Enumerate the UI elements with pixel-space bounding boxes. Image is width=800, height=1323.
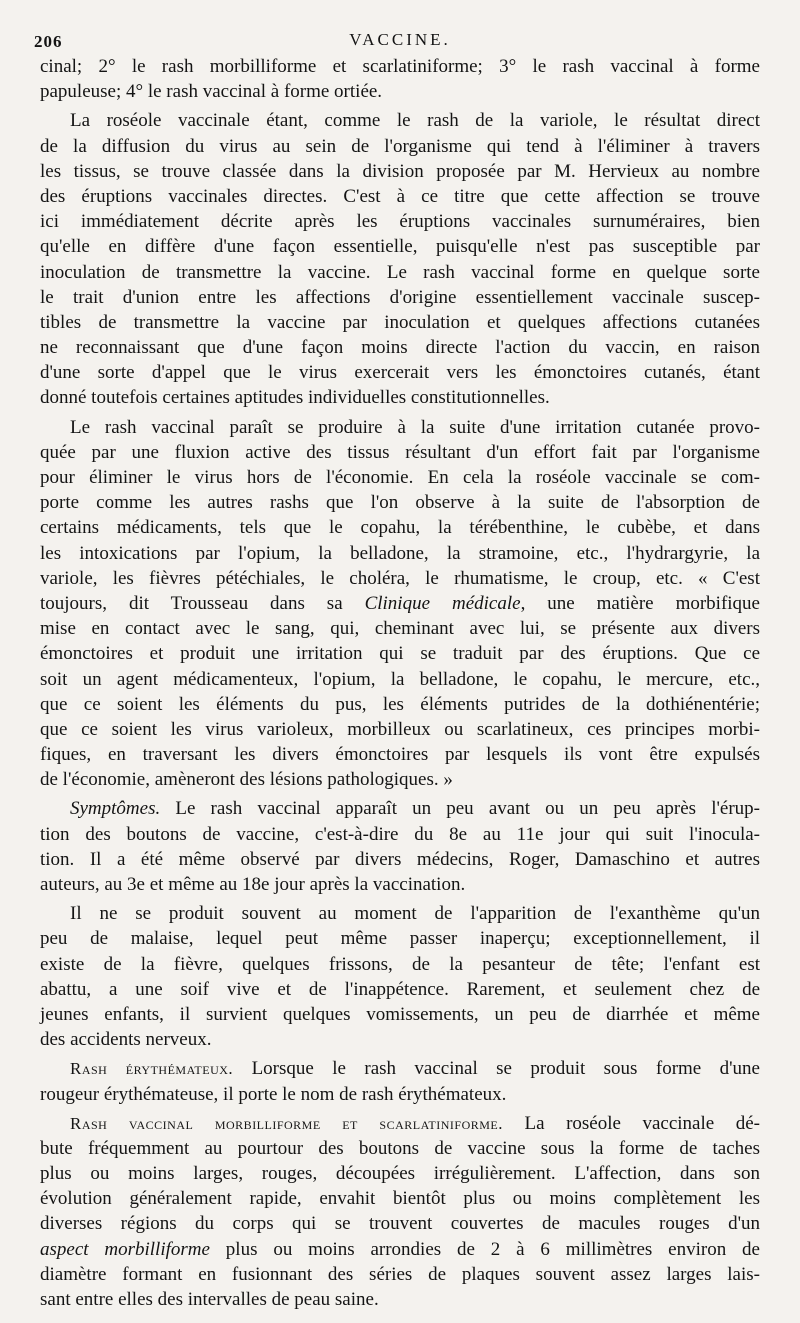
text-line — [40, 692, 760, 717]
line-text: abattu, a une soif vive et de l'inappétence. Rarement, et seulement chez de — [40, 978, 760, 1000]
line-text: les intoxications par l'opium, la belladone, la stramoine, etc., l'hydrargyrie, la — [40, 542, 760, 564]
text-line — [40, 415, 760, 440]
text-line — [40, 385, 760, 410]
text-line — [40, 515, 760, 540]
line-text: d'une sorte d'appel que le virus exercerait vers les émonctoires cutanés, étant — [40, 362, 760, 384]
line-text: ici immédiatement décrite après les éruptions vaccinales surnuméraires, bien — [40, 211, 760, 233]
line-text: diverses régions du corps qui se trouvent couvertes de macules rouges d'un — [40, 1213, 760, 1235]
text-line — [40, 616, 760, 641]
text-line — [40, 440, 760, 465]
text-line — [40, 134, 760, 159]
text-line — [40, 1056, 760, 1081]
text-line — [40, 591, 760, 616]
text-line — [40, 184, 760, 209]
line-text: des accidents nerveux. — [40, 1029, 212, 1051]
text-line — [40, 1027, 760, 1052]
text-line — [40, 234, 760, 259]
italic-title: Clinique médicale — [364, 592, 521, 614]
line-text: plus ou moins arrondies de 2 à 6 millimètres environ de — [209, 1238, 760, 1260]
text-line — [40, 901, 760, 926]
text-line — [40, 79, 760, 104]
text-line — [40, 465, 760, 490]
line-text: Le rash vaccinal paraît se produire à la suite d'une irritation cutanée provo- — [70, 416, 760, 438]
text-line — [40, 260, 760, 285]
line-text: donné toutefois certaines aptitudes individuelles constitutionnelles. — [40, 387, 550, 409]
line-text: le trait d'union entre les affections d'origine essentiellement vaccinale suscep- — [40, 286, 760, 308]
text-line — [40, 641, 760, 666]
line-text: mise en contact avec le sang, qui, cheminant avec lui, se présente aux divers — [40, 618, 760, 640]
text-line — [40, 847, 760, 872]
text-line — [40, 209, 760, 234]
text-line — [40, 490, 760, 515]
text-line — [40, 822, 760, 847]
line-text: Il ne se produit souvent au moment de l'apparition de l'exanthème qu'un — [70, 903, 760, 925]
line-text: que ce soient les éléments du pus, les éléments putrides de la dothiénentérie; — [40, 693, 760, 715]
line-text: cinal; 2° le rash morbilliforme et scarlatiniforme; 3° le rash vaccinal à forme — [40, 56, 760, 77]
text-line — [40, 1186, 760, 1211]
running-head — [34, 28, 760, 54]
text-line — [40, 796, 760, 821]
line-text: de la diffusion du virus au sein de l'organisme qui tend à l'éliminer à travers — [40, 135, 760, 157]
text-line — [40, 159, 760, 184]
line-text: inoculation de transmettre la vaccine. Le rash vaccinal forme en quelque sorte — [40, 261, 760, 283]
text-line — [40, 566, 760, 591]
line-text: pour éliminer le virus hors de l'économie. En cela la roséole vaccinale se com- — [40, 467, 760, 488]
line-text: fiques, en traversant les divers émonctoires par lesquels ils vont être expulsés — [40, 744, 760, 766]
line-text: Lorsque le rash vaccinal se produit sous forme d'une — [233, 1058, 760, 1080]
line-text: peu de malaise, lequel peut même passer inaperçu; exceptionnellement, il — [40, 928, 760, 950]
body-text — [40, 54, 760, 1312]
text-line — [40, 977, 760, 1002]
text-line — [40, 952, 760, 977]
text-line — [40, 1237, 760, 1262]
line-text: évolution généralement rapide, envahit bientôt plus ou moins complètement les — [40, 1188, 760, 1210]
text-line — [40, 872, 760, 897]
section-heading: Rash érythémateux. — [70, 1059, 234, 1079]
line-text: tion des boutons de vaccine, c'est-à-dire du 8e au 11e jour qui suit l'inocula- — [40, 823, 760, 845]
running-title: VACCINE. — [349, 30, 451, 49]
line-text: rougeur érythémateuse, il porte le nom de rash érythémateux. — [40, 1083, 507, 1105]
text-line — [40, 1287, 760, 1312]
line-text: qu'elle en diffère d'une façon essentielle, puisqu'elle n'est pas susceptible par — [40, 236, 760, 258]
line-text: les tissus, se trouve classée dans la division proposée par M. Hervieux au nombre — [40, 160, 760, 182]
text-line — [40, 1211, 760, 1236]
line-text: tion. Il a été même observé par divers médecins, Roger, Damaschino et autres — [40, 848, 760, 870]
line-text: jeunes enfants, il survient quelques vomissements, un peu de diarrhée et même — [40, 1003, 760, 1025]
line-text: quée par une fluxion active des tissus résultant d'un effort fait par l'organisme — [40, 441, 760, 463]
text-line — [40, 1002, 760, 1027]
text-line — [40, 54, 760, 79]
line-text: que ce soient les virus varioleux, morbilleux ou scarlatineux, ces principes morbi- — [40, 718, 760, 740]
text-line — [40, 285, 760, 310]
line-text: sant entre elles des intervalles de peau saine. — [40, 1289, 379, 1310]
text-line — [40, 1161, 760, 1186]
line-text: plus ou moins larges, rouges, découpées irrégulièrement. L'affection, dans son — [40, 1163, 760, 1185]
line-text: des éruptions vaccinales directes. C'est à ce titre que cette affection se trouve — [40, 185, 760, 207]
line-text: existe de la fièvre, quelques frissons, de la pesanteur de tête; l'enfant est — [40, 953, 760, 975]
page-number: 206 — [34, 32, 63, 51]
text-line — [40, 541, 760, 566]
text-line — [40, 108, 760, 133]
text-line — [40, 360, 760, 385]
line-text: tibles de transmettre la vaccine par inoculation et quelques affections cutanées — [40, 311, 760, 333]
text-line — [40, 1262, 760, 1287]
italic-term: aspect morbilliforme — [40, 1238, 210, 1260]
line-text: diamètre formant en fusionnant des séries de plaques souvent assez larges lais- — [40, 1263, 760, 1285]
text-line — [40, 1136, 760, 1161]
line-text: émonctoires et produit une irritation qui se traduit par des éruptions. Que ce — [40, 643, 760, 665]
text-line — [40, 310, 760, 335]
line-text: La roséole vaccinale dé- — [503, 1112, 760, 1134]
line-text: , une matière morbifique — [520, 592, 760, 614]
line-text: porte comme les autres rashs que l'on observe à la suite de l'absorption de — [40, 492, 760, 514]
line-text: toujours, dit Trousseau dans sa — [40, 592, 365, 614]
text-line — [40, 1111, 760, 1136]
line-text: certains médicaments, tels que le copahu, la térébenthine, le cubèbe, et dans — [40, 517, 760, 539]
line-text: ne reconnaissant que d'une façon moins directe l'action du vaccin, en raison — [40, 337, 760, 359]
line-text: La roséole vaccinale étant, comme le rash de la variole, le résultat direct — [70, 110, 760, 132]
line-text: soit un agent médicamenteux, l'opium, la belladone, le copahu, le mercure, etc., — [40, 668, 760, 690]
line-text: variole, les fièvres pétéchiales, le choléra, le rhumatisme, le croup, etc. « C'est — [40, 567, 760, 589]
text-line — [40, 335, 760, 360]
section-heading: Rash vaccinal morbilliforme et scarlatiniforme. — [70, 1113, 503, 1133]
line-text: Le rash vaccinal apparaît un peu avant ou un peu après l'érup- — [160, 798, 760, 820]
text-line — [40, 742, 760, 767]
line-text: auteurs, au 3e et même au 18e jour après la vaccination. — [40, 874, 466, 895]
text-line — [40, 1082, 760, 1107]
italic-term: Symptômes. — [70, 798, 161, 820]
line-text: bute fréquemment au pourtour des boutons de vaccine sous la forme de taches — [40, 1137, 760, 1159]
text-line — [40, 926, 760, 951]
text-line — [40, 667, 760, 692]
text-line — [40, 767, 760, 792]
text-line — [40, 717, 760, 742]
line-text: de l'économie, amèneront des lésions pathologiques. » — [40, 769, 453, 791]
line-text: papuleuse; 4° le rash vaccinal à forme ortiée. — [40, 81, 383, 103]
